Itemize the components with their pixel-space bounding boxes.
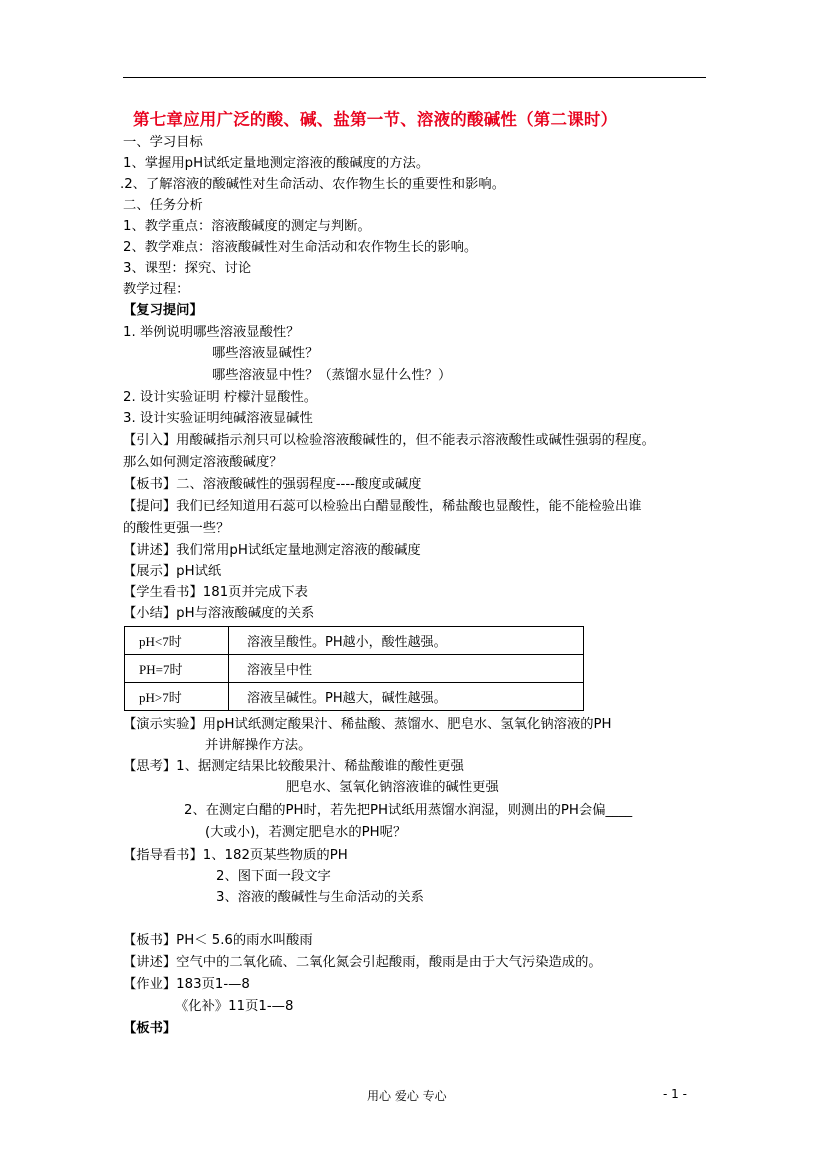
student-reading-line: 【学生看书】181页并完成下表 bbox=[123, 585, 308, 600]
reading-guide-line-2: 2、图下面一段文字 bbox=[216, 869, 331, 884]
footer-motto: 用心 爱心 专心 bbox=[367, 1089, 447, 1103]
review-question-1c: 哪些溶液显中性？（蒸馏水显什么性？） bbox=[212, 368, 452, 383]
page-number: - 1 - bbox=[663, 1087, 687, 1101]
reading-guide-line-1: 【指导看书】1、182页某些物质的PH bbox=[123, 848, 348, 863]
introduction-line-1: 【引入】用酸碱指示剂只可以检验溶液酸碱性的，但不能表示溶液酸性或碱性强弱的程度。 bbox=[123, 433, 655, 448]
thinking-line-3: 2、在测定白醋的PH时，若先把PH试纸用蒸馏水润湿，则测出的PH会偏____ bbox=[184, 803, 633, 818]
objective-2: .2、了解溶液的酸碱性对生命活动、农作物生长的重要性和影响。 bbox=[120, 177, 505, 192]
table-row bbox=[125, 655, 584, 683]
homework-line-1: 【作业】183页1-—8 bbox=[123, 977, 250, 992]
table-cell-description: 溶液呈碱性。PH越大，碱性越强。 bbox=[229, 683, 584, 711]
board-writing-2: 【板书】PH＜ 5.6的雨水叫酸雨 bbox=[123, 933, 313, 948]
table-row bbox=[125, 627, 584, 655]
objective-1: 1、掌握用pH试纸定量地测定溶液的酸碱度的方法。 bbox=[123, 156, 430, 171]
thinking-line-2: 肥皂水、氢氧化钠溶液谁的碱性更强 bbox=[286, 780, 499, 795]
display-line: 【展示】pH试纸 bbox=[123, 564, 222, 579]
document-title: 第七章应用广泛的酸、碱、盐第一节、溶液的酸碱性（第二课时） bbox=[133, 110, 618, 129]
narration-1: 【讲述】我们常用pH试纸定量地测定溶液的酸碱度 bbox=[123, 543, 421, 558]
task-lesson-type: 3、课型：探究、讨论 bbox=[123, 261, 252, 276]
table-cell-description: 溶液呈中性 bbox=[229, 655, 584, 683]
review-question-3: 3. 设计实验证明纯碱溶液显碱性 bbox=[123, 411, 313, 426]
ph-table bbox=[124, 626, 584, 711]
demo-experiment-line-2: 并讲解操作方法。 bbox=[205, 738, 312, 753]
teaching-process-label: 教学过程： bbox=[123, 282, 190, 297]
section-heading-tasks: 二、任务分析 bbox=[123, 198, 203, 213]
board-writing-1: 【板书】二、溶液酸碱性的强弱程度----酸度或碱度 bbox=[123, 477, 422, 492]
header-rule bbox=[123, 77, 706, 78]
table-cell-condition: PH=7时 bbox=[125, 655, 229, 683]
review-question-1: 1. 举例说明哪些溶液显酸性？ bbox=[123, 325, 300, 340]
thinking-line-1: 【思考】1、据测定结果比较酸果汁、稀盐酸谁的酸性更强 bbox=[123, 759, 464, 774]
table-cell-condition: pH<7时 bbox=[125, 627, 229, 655]
review-question-1b: 哪些溶液显碱性？ bbox=[212, 346, 319, 361]
question-line-2: 的酸性更强一些？ bbox=[123, 521, 230, 536]
review-question-heading: 【复习提问】 bbox=[123, 303, 203, 318]
summary-line: 【小结】pH与溶液酸碱度的关系 bbox=[123, 606, 315, 621]
reading-guide-line-3: 3、溶液的酸碱性与生命活动的关系 bbox=[216, 890, 424, 905]
table-row bbox=[125, 683, 584, 711]
question-line-1: 【提问】我们已经知道用石蕊可以检验出白醋显酸性，稀盐酸也显酸性，能不能检验出谁 bbox=[123, 499, 642, 514]
homework-line-2: 《化补》11页1-—8 bbox=[175, 999, 294, 1014]
table-cell-condition: pH>7时 bbox=[125, 683, 229, 711]
thinking-line-4: (大或小)，若测定肥皂水的PH呢？ bbox=[205, 825, 407, 840]
board-writing-3: 【板书】 bbox=[123, 1021, 177, 1036]
task-difficulty: 2、教学难点：溶液酸碱性对生命活动和农作物生长的影响。 bbox=[123, 240, 478, 255]
review-question-2: 2. 设计实验证明 柠檬汁显酸性。 bbox=[123, 390, 317, 405]
demo-experiment-line: 【演示实验】用pH试纸测定酸果汁、稀盐酸、蒸馏水、肥皂水、氢氧化钠溶液的PH bbox=[123, 717, 612, 732]
introduction-line-2: 那么如何测定溶液酸碱度？ bbox=[123, 455, 283, 470]
narration-2: 【讲述】空气中的二氧化硫、二氧化氮会引起酸雨，酸雨是由于大气污染造成的。 bbox=[123, 955, 602, 970]
section-heading-objectives: 一、学习目标 bbox=[123, 135, 203, 150]
table-cell-description: 溶液呈酸性。PH越小，酸性越强。 bbox=[229, 627, 584, 655]
task-key-point: 1、教学重点：溶液酸碱度的测定与判断。 bbox=[123, 219, 371, 234]
